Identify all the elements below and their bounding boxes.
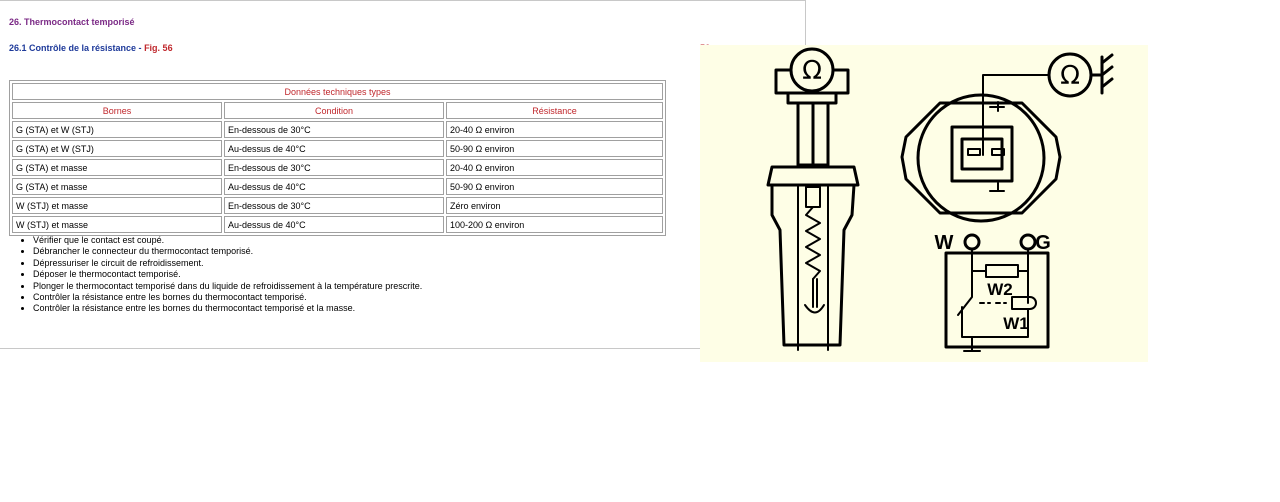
w2-label: W2 xyxy=(987,280,1013,299)
ohm-symbol-right: Ω xyxy=(1060,61,1080,91)
list-item: • Plonger le thermocontact temporisé dans du liquide de refroidissement à la température prescrite. xyxy=(33,281,422,292)
cell-bornes: G (STA) et masse xyxy=(12,178,222,195)
terminal-w-label: W xyxy=(934,232,954,254)
thermocontact-figure xyxy=(700,45,1148,362)
table-row xyxy=(12,121,663,138)
figure-link[interactable]: Fig. 56 xyxy=(144,43,173,53)
list-item: • Débrancher le connecteur du thermocontact temporisé. xyxy=(33,246,422,257)
circuit-schematic xyxy=(935,232,1051,351)
subsection-text: 26.1 Contrôle de la résistance - xyxy=(9,43,145,53)
cell-bornes: W (STJ) et masse xyxy=(12,197,222,214)
cell-condition: En-dessous de 30°C xyxy=(224,121,444,138)
bimetal-w1 xyxy=(1012,297,1036,309)
resistor-w2 xyxy=(986,265,1018,277)
list-item: • Déposer le thermocontact temporisé. xyxy=(33,269,422,280)
w1-label: W1 xyxy=(1003,314,1029,333)
col-header-bornes: Bornes xyxy=(12,102,222,119)
table-row xyxy=(12,197,663,214)
sensor-top-view xyxy=(902,54,1112,221)
table-caption: Données techniques types xyxy=(12,83,663,100)
ohm-symbol-left: Ω xyxy=(802,56,822,86)
cell-bornes: G (STA) et masse xyxy=(12,159,222,176)
subsection-title xyxy=(9,43,173,53)
cell-resistance: 20-40 Ω environ xyxy=(446,121,663,138)
terminal-g xyxy=(1021,235,1035,249)
table-row xyxy=(12,178,663,195)
cell-condition: Au-dessus de 40°C xyxy=(224,140,444,157)
section-title: 26. Thermocontact temporisé xyxy=(9,17,135,27)
terminal-w xyxy=(965,235,979,249)
cell-condition: Au-dessus de 40°C xyxy=(224,178,444,195)
table-row xyxy=(12,216,663,233)
cell-condition: En-dessous de 30°C xyxy=(224,159,444,176)
cell-resistance: 20-40 Ω environ xyxy=(446,159,663,176)
cell-resistance: 50-90 Ω environ xyxy=(446,178,663,195)
cell-condition: En-dessous de 30°C xyxy=(224,197,444,214)
thermocontact-diagram xyxy=(700,45,1148,362)
list-item: • Dépressuriser le circuit de refroidissement. xyxy=(33,258,422,269)
col-header-condition: Condition xyxy=(224,102,444,119)
cell-bornes: G (STA) et W (STJ) xyxy=(12,121,222,138)
sensor-side-view xyxy=(768,49,858,350)
cell-resistance: 100-200 Ω environ xyxy=(446,216,663,233)
col-header-resistance: Résistance xyxy=(446,102,663,119)
list-item: • Vérifier que le contact est coupé. xyxy=(33,235,422,246)
procedure-list xyxy=(21,235,422,315)
cell-bornes: G (STA) et W (STJ) xyxy=(12,140,222,157)
table-row xyxy=(12,140,663,157)
table-row xyxy=(12,159,663,176)
list-item: • Contrôler la résistance entre les bornes du thermocontact temporisé. xyxy=(33,292,422,303)
cell-resistance: Zéro environ xyxy=(446,197,663,214)
cell-bornes: W (STJ) et masse xyxy=(12,216,222,233)
cell-resistance: 50-90 Ω environ xyxy=(446,140,663,157)
cell-condition: Au-dessus de 40°C xyxy=(224,216,444,233)
list-item: • Contrôler la résistance entre les bornes du thermocontact temporisé et la masse. xyxy=(33,303,422,314)
ground-symbol xyxy=(1091,55,1112,93)
terminal-g-label: G xyxy=(1035,232,1051,254)
spec-table xyxy=(9,80,666,236)
